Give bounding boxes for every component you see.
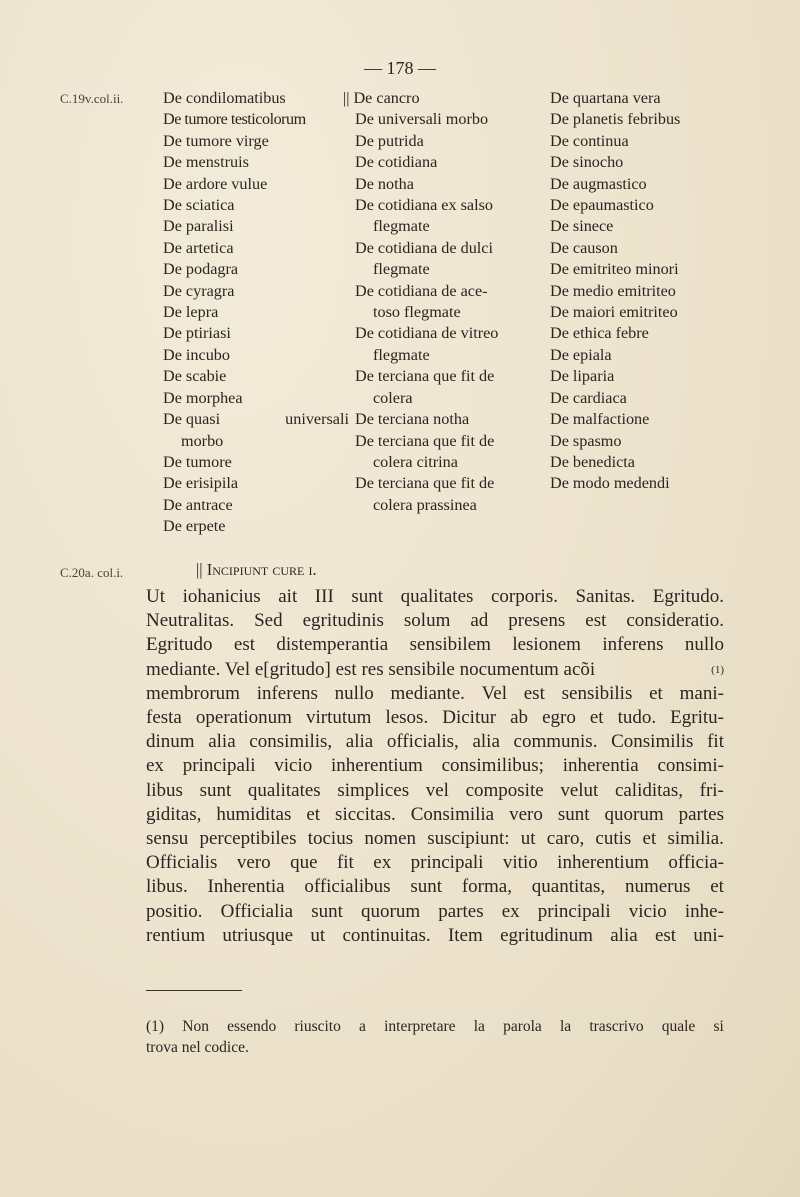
word: sensibilem xyxy=(409,634,491,656)
word: inferens xyxy=(602,634,664,656)
word: Consimilia xyxy=(410,803,495,825)
word: Non xyxy=(182,1018,209,1035)
word: et xyxy=(589,707,604,729)
word: alia xyxy=(208,731,236,753)
word: mani- xyxy=(679,682,724,704)
index-column-2 xyxy=(343,88,533,516)
index-entry: De podagra xyxy=(163,260,239,279)
word: Item xyxy=(447,924,483,946)
word: consimilibus; xyxy=(441,755,544,777)
word: est xyxy=(585,610,607,632)
index-entry-part: universali xyxy=(285,410,349,429)
index-entry: De cotidiana xyxy=(355,153,438,172)
text-line xyxy=(146,924,724,948)
index-entry: De sinocho xyxy=(550,153,624,172)
word: est xyxy=(523,682,545,704)
word: giditas, xyxy=(146,803,202,825)
footnote xyxy=(146,1016,724,1058)
index-entry-cont: morbo xyxy=(181,431,224,450)
word: uni- xyxy=(693,924,724,946)
word: a xyxy=(359,1018,366,1035)
footnote-divider xyxy=(146,990,242,991)
word: tocius xyxy=(307,828,354,850)
word: quale xyxy=(661,1018,696,1035)
word: ait xyxy=(278,586,298,607)
word: humiditas xyxy=(216,803,292,825)
index-entry: De cotidiana de vitreo xyxy=(355,324,499,343)
word: Vel xyxy=(481,682,507,704)
index-entry: De ardore vulue xyxy=(163,174,268,193)
word: numerus xyxy=(624,876,691,898)
index-entry: De incubo xyxy=(163,345,230,364)
word: membrorum xyxy=(146,682,240,704)
text-line xyxy=(146,875,724,899)
word: forma, xyxy=(461,876,512,898)
word: vitio xyxy=(502,852,538,874)
index-entry: De notha xyxy=(355,174,414,193)
word: et xyxy=(642,828,657,850)
word: III xyxy=(314,586,334,607)
word: Neutralitas. xyxy=(146,610,235,632)
word: suscipiunt: xyxy=(427,828,510,850)
word: et xyxy=(306,803,321,825)
text-line xyxy=(146,585,724,609)
word: inherentium xyxy=(331,755,423,777)
index-entry: De cotidiana de ace- xyxy=(355,281,488,300)
index-entry: De erisipila xyxy=(163,474,239,493)
word: la xyxy=(559,1018,572,1035)
word: officialibus xyxy=(304,876,391,898)
footnote-line: trova nel codice. xyxy=(146,1039,249,1056)
index-entry: De malfactione xyxy=(550,410,650,429)
word: rentium xyxy=(146,924,206,946)
word: trascrivo xyxy=(589,1018,644,1035)
word: vicio xyxy=(274,755,313,777)
word: qualitates xyxy=(400,586,474,607)
word: ex xyxy=(373,852,392,874)
text-line xyxy=(146,851,724,875)
word: nullo xyxy=(334,682,374,704)
index-entry: De terciana que fit de xyxy=(355,367,495,386)
word: Inherentia xyxy=(207,876,285,898)
word: egritudinis xyxy=(302,610,384,632)
word: inhe- xyxy=(684,900,724,922)
word: tudo. xyxy=(617,707,657,729)
footnote-marker: (1) xyxy=(711,663,724,676)
text-line xyxy=(146,658,724,682)
index-entry: De sinece xyxy=(550,217,614,236)
word: Sanitas. xyxy=(575,586,636,607)
word: nomen xyxy=(364,828,417,850)
word: egro xyxy=(542,707,576,729)
word: vero xyxy=(509,803,543,825)
word: fit xyxy=(336,852,354,874)
index-entry: De planetis febribus xyxy=(550,110,681,129)
margin-note-incipit: C.20a. col.i. xyxy=(60,565,124,580)
index-entry: De spasmo xyxy=(550,431,622,450)
word: (1) xyxy=(146,1018,165,1035)
index-entry: De modo medendi xyxy=(550,474,670,493)
index-entry: De epiala xyxy=(550,345,612,364)
index-entry: De artetica xyxy=(163,238,234,257)
word: principali xyxy=(537,900,611,922)
index-entry: De continua xyxy=(550,131,629,150)
index-entry: De morphea xyxy=(163,388,243,407)
word: quorum xyxy=(604,803,664,825)
word: virtutum xyxy=(305,707,372,729)
word: vel xyxy=(425,779,449,801)
word: caro, xyxy=(546,828,585,850)
index-entry xyxy=(343,88,533,109)
word: partes xyxy=(438,900,484,922)
index-entry-text: De cancro xyxy=(353,89,420,107)
index-entry: De sciatica xyxy=(163,196,235,215)
footnote-line xyxy=(146,1016,724,1037)
page-number: — 178 — xyxy=(364,58,436,78)
index-entry: De terciana que fit de xyxy=(355,474,495,493)
word: sunt xyxy=(557,803,590,825)
word: quorum xyxy=(361,900,421,922)
word: Egritudo. xyxy=(652,586,724,607)
folio-marker: || xyxy=(343,89,350,107)
text-line xyxy=(146,706,724,730)
word: distemperantia xyxy=(276,634,389,656)
word: sunt xyxy=(311,900,343,922)
word: et xyxy=(710,876,724,898)
index-entry: De augmastico xyxy=(550,174,647,193)
word: corporis. xyxy=(490,586,558,607)
word: sunt xyxy=(351,586,384,607)
index-column-3 xyxy=(550,88,725,495)
word: Consimilis xyxy=(611,731,694,753)
index-entry-cont: colera xyxy=(373,388,413,407)
body-paragraph xyxy=(146,585,724,948)
index-entry: De cardiaca xyxy=(550,388,627,407)
word: sensibilis xyxy=(561,682,633,704)
word: sensu xyxy=(146,828,189,850)
word: alia xyxy=(345,731,374,753)
word: la xyxy=(473,1018,485,1035)
word: consimilis, xyxy=(249,731,333,753)
word: inherentium xyxy=(557,852,649,874)
text-line xyxy=(146,827,724,851)
word: similia. xyxy=(667,828,724,850)
heading-number: i. xyxy=(308,560,317,579)
word: ex xyxy=(146,755,164,777)
word: ab xyxy=(510,707,529,729)
word: consideratio. xyxy=(626,610,724,632)
index-entry: De quartana vera xyxy=(550,89,661,107)
word: officia- xyxy=(668,852,724,874)
index-entry: De condilomatibus xyxy=(163,89,286,107)
word: egritudinum xyxy=(500,924,593,946)
index-entry-part: De quasi xyxy=(163,410,221,429)
word: parola xyxy=(503,1018,542,1035)
word: perceptibiles xyxy=(199,828,297,850)
index-entry: De maiori emitriteo xyxy=(550,303,678,322)
index-entry: De cotidiana ex salso xyxy=(355,196,493,215)
word: iohanicius xyxy=(182,586,261,607)
word: inferens xyxy=(256,682,318,704)
word: alia xyxy=(472,731,500,753)
word: ad xyxy=(470,610,489,632)
heading-words: Incipiunt cure xyxy=(206,560,305,579)
word: velut xyxy=(560,779,599,801)
word: quantitas, xyxy=(531,876,606,898)
index-entry-cont: flegmate xyxy=(373,345,430,364)
word: consimi- xyxy=(657,755,724,777)
text-line xyxy=(146,900,724,924)
word: libus xyxy=(146,779,183,801)
index-entry: De tumore virge xyxy=(163,131,269,150)
word: lesos. xyxy=(385,707,429,729)
index-entry: De benedicta xyxy=(550,452,635,471)
word: continuitas. xyxy=(342,924,431,946)
index-entry xyxy=(163,409,349,430)
word: libus. xyxy=(146,876,188,898)
word: caliditas, xyxy=(614,779,683,801)
index-entry: De paralisi xyxy=(163,217,234,236)
word: sunt xyxy=(199,779,232,801)
index-entry: De cotidiana de dulci xyxy=(355,238,493,257)
index-column-1 xyxy=(163,88,349,538)
word: vicio xyxy=(628,900,667,922)
word: composite xyxy=(465,779,544,801)
word: siccitas. xyxy=(335,803,396,825)
word: Officialia xyxy=(220,900,294,922)
index-entry-cont: colera prassinea xyxy=(373,495,477,514)
index-entry: De cyragra xyxy=(163,281,235,300)
word: si xyxy=(713,1018,724,1035)
word: simplices xyxy=(337,779,410,801)
text-line xyxy=(146,609,724,633)
word: interpretare xyxy=(384,1018,456,1035)
index-entry: De lepra xyxy=(163,303,219,322)
word: riuscito xyxy=(294,1018,341,1035)
index-entry: De tumore testicolorum xyxy=(163,110,306,129)
index-entry: De ptiriasi xyxy=(163,324,231,343)
folio-marker: || xyxy=(196,560,203,579)
word: ut xyxy=(310,924,326,946)
word: principali xyxy=(182,755,256,777)
word: alia xyxy=(610,924,638,946)
word: officialis, xyxy=(386,731,459,753)
index-entry: De antrace xyxy=(163,495,233,514)
word: essendo xyxy=(227,1018,277,1035)
word: communis. xyxy=(513,731,598,753)
index-entry: De emitriteo minori xyxy=(550,260,679,279)
word: et xyxy=(649,682,663,704)
text-line xyxy=(146,730,724,754)
word: Sed xyxy=(254,610,283,632)
index-entry: De scabie xyxy=(163,367,227,386)
word: est xyxy=(654,924,677,946)
index-entry: De erpete xyxy=(163,517,226,536)
text-line-content: mediante. Vel e[gritudo] est res sensibile nocumentum acõi xyxy=(146,658,596,680)
index-entry: De terciana notha xyxy=(355,410,470,429)
word: Dicitur xyxy=(442,707,497,729)
word: sunt xyxy=(410,876,443,898)
word: fit xyxy=(707,731,724,753)
index-entry: De terciana que fit de xyxy=(355,431,495,450)
word: qualitates xyxy=(247,779,321,801)
word: que xyxy=(290,852,318,874)
index-entry-cont: flegmate xyxy=(373,260,430,279)
word: Egritudo xyxy=(146,634,213,656)
word: dinum xyxy=(146,731,195,753)
word: festa xyxy=(146,707,182,729)
word: ut xyxy=(520,828,536,850)
word: Egritu- xyxy=(670,707,724,729)
index-entry: De tumore xyxy=(163,452,232,471)
index-entry: De causon xyxy=(550,238,618,257)
word: principali xyxy=(410,852,484,874)
margin-note-top: C.19v.col.ii. xyxy=(60,91,124,106)
word: Ut xyxy=(146,586,165,607)
text-line xyxy=(146,682,724,706)
index-entry: De epaumastico xyxy=(550,196,654,215)
word: operationum xyxy=(195,707,292,729)
word: solum xyxy=(403,610,451,632)
index-entry: De putrida xyxy=(355,131,424,150)
index-entry-cont: colera citrina xyxy=(373,452,458,471)
text-line xyxy=(146,803,724,827)
index-entry-cont: flegmate xyxy=(373,217,430,236)
word: nullo xyxy=(684,634,724,656)
word: est xyxy=(233,634,255,656)
word: ex xyxy=(501,900,520,922)
index-entry: De universali morbo xyxy=(355,110,489,129)
index-entry: De liparia xyxy=(550,367,615,386)
section-heading xyxy=(196,560,317,580)
word: positio. xyxy=(146,900,203,922)
word: vero xyxy=(236,852,271,874)
word: fri- xyxy=(699,779,724,801)
word: lesionem xyxy=(512,634,581,656)
index-entry: De menstruis xyxy=(163,153,249,172)
word: cutis xyxy=(595,828,632,850)
text-line xyxy=(146,754,724,778)
word: utriusque xyxy=(222,924,294,946)
word: inherentia xyxy=(562,755,639,777)
word: Officialis xyxy=(146,852,218,874)
word: presens xyxy=(508,610,566,632)
index-entry: De ethica febre xyxy=(550,324,649,343)
text-line xyxy=(146,779,724,803)
text-line xyxy=(146,633,724,657)
index-entry-cont: toso flegmate xyxy=(373,303,461,322)
index-entry: De medio emitriteo xyxy=(550,281,676,300)
word: partes xyxy=(678,803,724,825)
word: mediante. xyxy=(390,682,465,704)
